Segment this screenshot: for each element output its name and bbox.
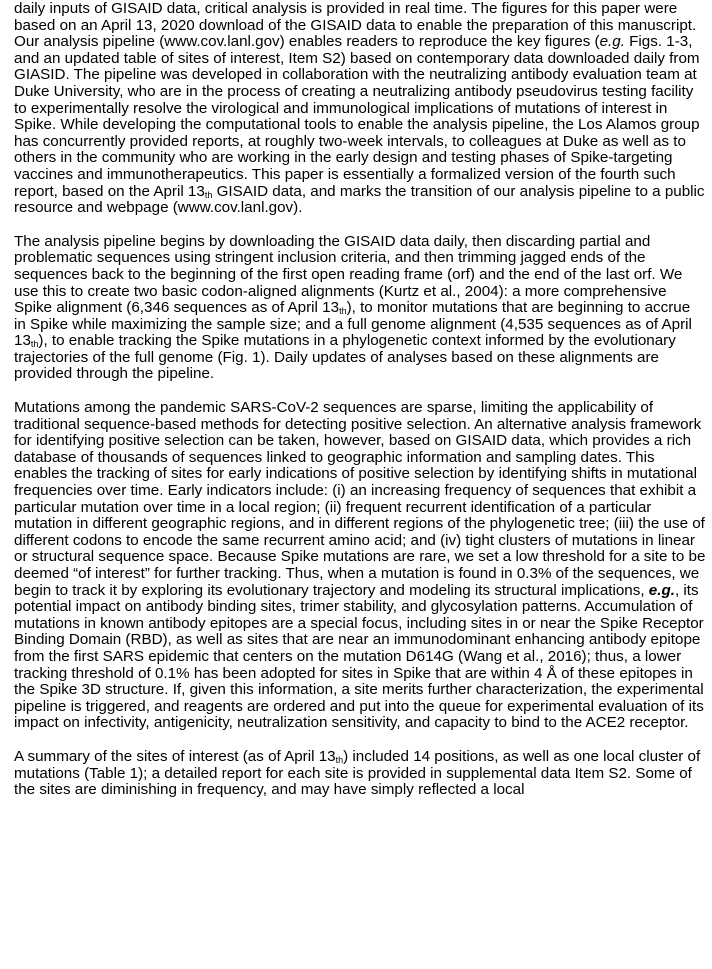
text-run: Figs. 1-3, and an updated table of sites of interest, Item S2) based on contemporary data downloaded daily from GIASID. The pipeline was developed in collaboration with the neutralizing antibody evaluation team at Duke University, who are in the process of creating a neutralizing antibody pseudovirus testing facility to experimentally resolve the virological and immunological implications of mutations of interest in Spike. While developing the computational tools to enable the analysis pipeline, the Los Alamos group has concurrently provided reports, at roughly two-week intervals, to colleagues at Duke as well as to others in the community who are working in the early design and testing phases of Spike-targeting vaccines and immunotherapeutics. This paper is essentially a formalized version of the fourth such report, based on the April 13 <box>14 33 700 200</box>
paragraph-3 <box>14 400 706 732</box>
ordinal-suffix: th <box>339 306 347 317</box>
text-run: GISAID data, and marks the transition of our analysis pipeline to a public resource and webpage (www.cov.lanl.gov). <box>14 182 705 217</box>
text-run: ), to enable tracking the Spike mutations in a phylogenetic context informed by the evolutionary trajectories of the full genome (Fig. 1). Daily updates of analyses based on these alignments are provided through the pipeline. <box>14 332 676 383</box>
paragraph-2 <box>14 234 706 383</box>
text-run: A summary of the sites of interest (as of April 13 <box>14 747 336 765</box>
paragraph-4 <box>14 749 706 799</box>
ordinal-suffix: th <box>335 754 344 765</box>
text-run: ), to monitor mutations that are beginning to accrue in Spike while maximizing the sample size; and a full genome alignment (4,535 sequences as of April 13 <box>14 299 692 350</box>
text-run: Mutations among the pandemic SARS-CoV-2 sequences are sparse, limiting the applicability of traditional sequence-based methods for detecting positive selection. An alternative analysis framework for identifying positive selection can be taken, however, based on GISAID data, which provides a rich database of thousands of sequences linked to geographic information and sampling dates. This enables the tracking of sites for early indications of positive selection by identifying shifts in mutational frequencies over time. Early indicators include: (i) an increasing frequency of sequences that exhibit a particular mutation over time in a local region; (ii) frequent recurrent identification of a particular mutation in different geographic regions, and in different regions of the phylogenetic tree; (iii) the use of different codons to encode the same recurrent amino acid; and (iv) tight clusters of mutations in linear or structural sequence space. Because Spike mutations are rare, we set a low threshold for a site to be deemed “of interest” for further tracking. Thus, when a mutation is found in 0.3% of the sequences, we begin to track it by exploring its evolutionary trajectory and modeling its structural implications, <box>14 399 706 599</box>
paragraph-1 <box>14 1 706 217</box>
text-run: , its potential impact on antibody binding sites, trimer stability, and glycosylation patterns. Accumulation of mutations in known antibody epitopes are a special focus, including sites in or near the Spike Receptor Binding Domain (RBD), as well as sites that are near an immunodominant enhancing antibody epitope from the first SARS epidemic that centers on the mutation D614G (Wang et al., 2016); thus, a lower tracking threshold of 0.1% has been adopted for sites in Spike that are within 4 Å of these epitopes in the Spike 3D structure. If, given this information, a site merits further characterization, the experimental pipeline is triggered, and reagents are ordered and put into the queue for experimental evaluation of its impact on infectivity, antigenicity, neutralization sensitivity, and capacity to bind to the ACE2 receptor. <box>14 581 704 732</box>
ordinal-suffix: th <box>204 189 213 200</box>
paper-body <box>14 0 706 816</box>
ordinal-suffix: th <box>30 339 39 350</box>
text-run: The analysis pipeline begins by downloading the GISAID data daily, then discarding partial and problematic sequences using stringent inclusion criteria, and then trimming jagged ends of the sequences back to the beginning of the first open reading frame (orf) and the end of the last orf. We use this to create two basic codon-aligned alignments (Kurtz et al., 2004): a more comprehensive Spike alignment (6,346 sequences as of April 13 <box>14 232 683 317</box>
emphasis-text: e.g. <box>599 33 625 51</box>
text-run: daily inputs of GISAID data, critical analysis is provided in real time. The figures for this paper were based on an April 13, 2020 download of the GISAID data to enable the preparation of this manuscript. Our analysis pipeline (www.cov.lanl.gov) enables readers to reproduce the key figures ( <box>14 0 697 51</box>
emphasis-text: e.g. <box>648 581 675 599</box>
text-run: ) included 14 positions, as well as one local cluster of mutations (Table 1); a detailed report for each site is provided in supplemental data Item S2. Some of the sites are diminishing in frequency, and may have simply reflected a local <box>14 747 701 799</box>
